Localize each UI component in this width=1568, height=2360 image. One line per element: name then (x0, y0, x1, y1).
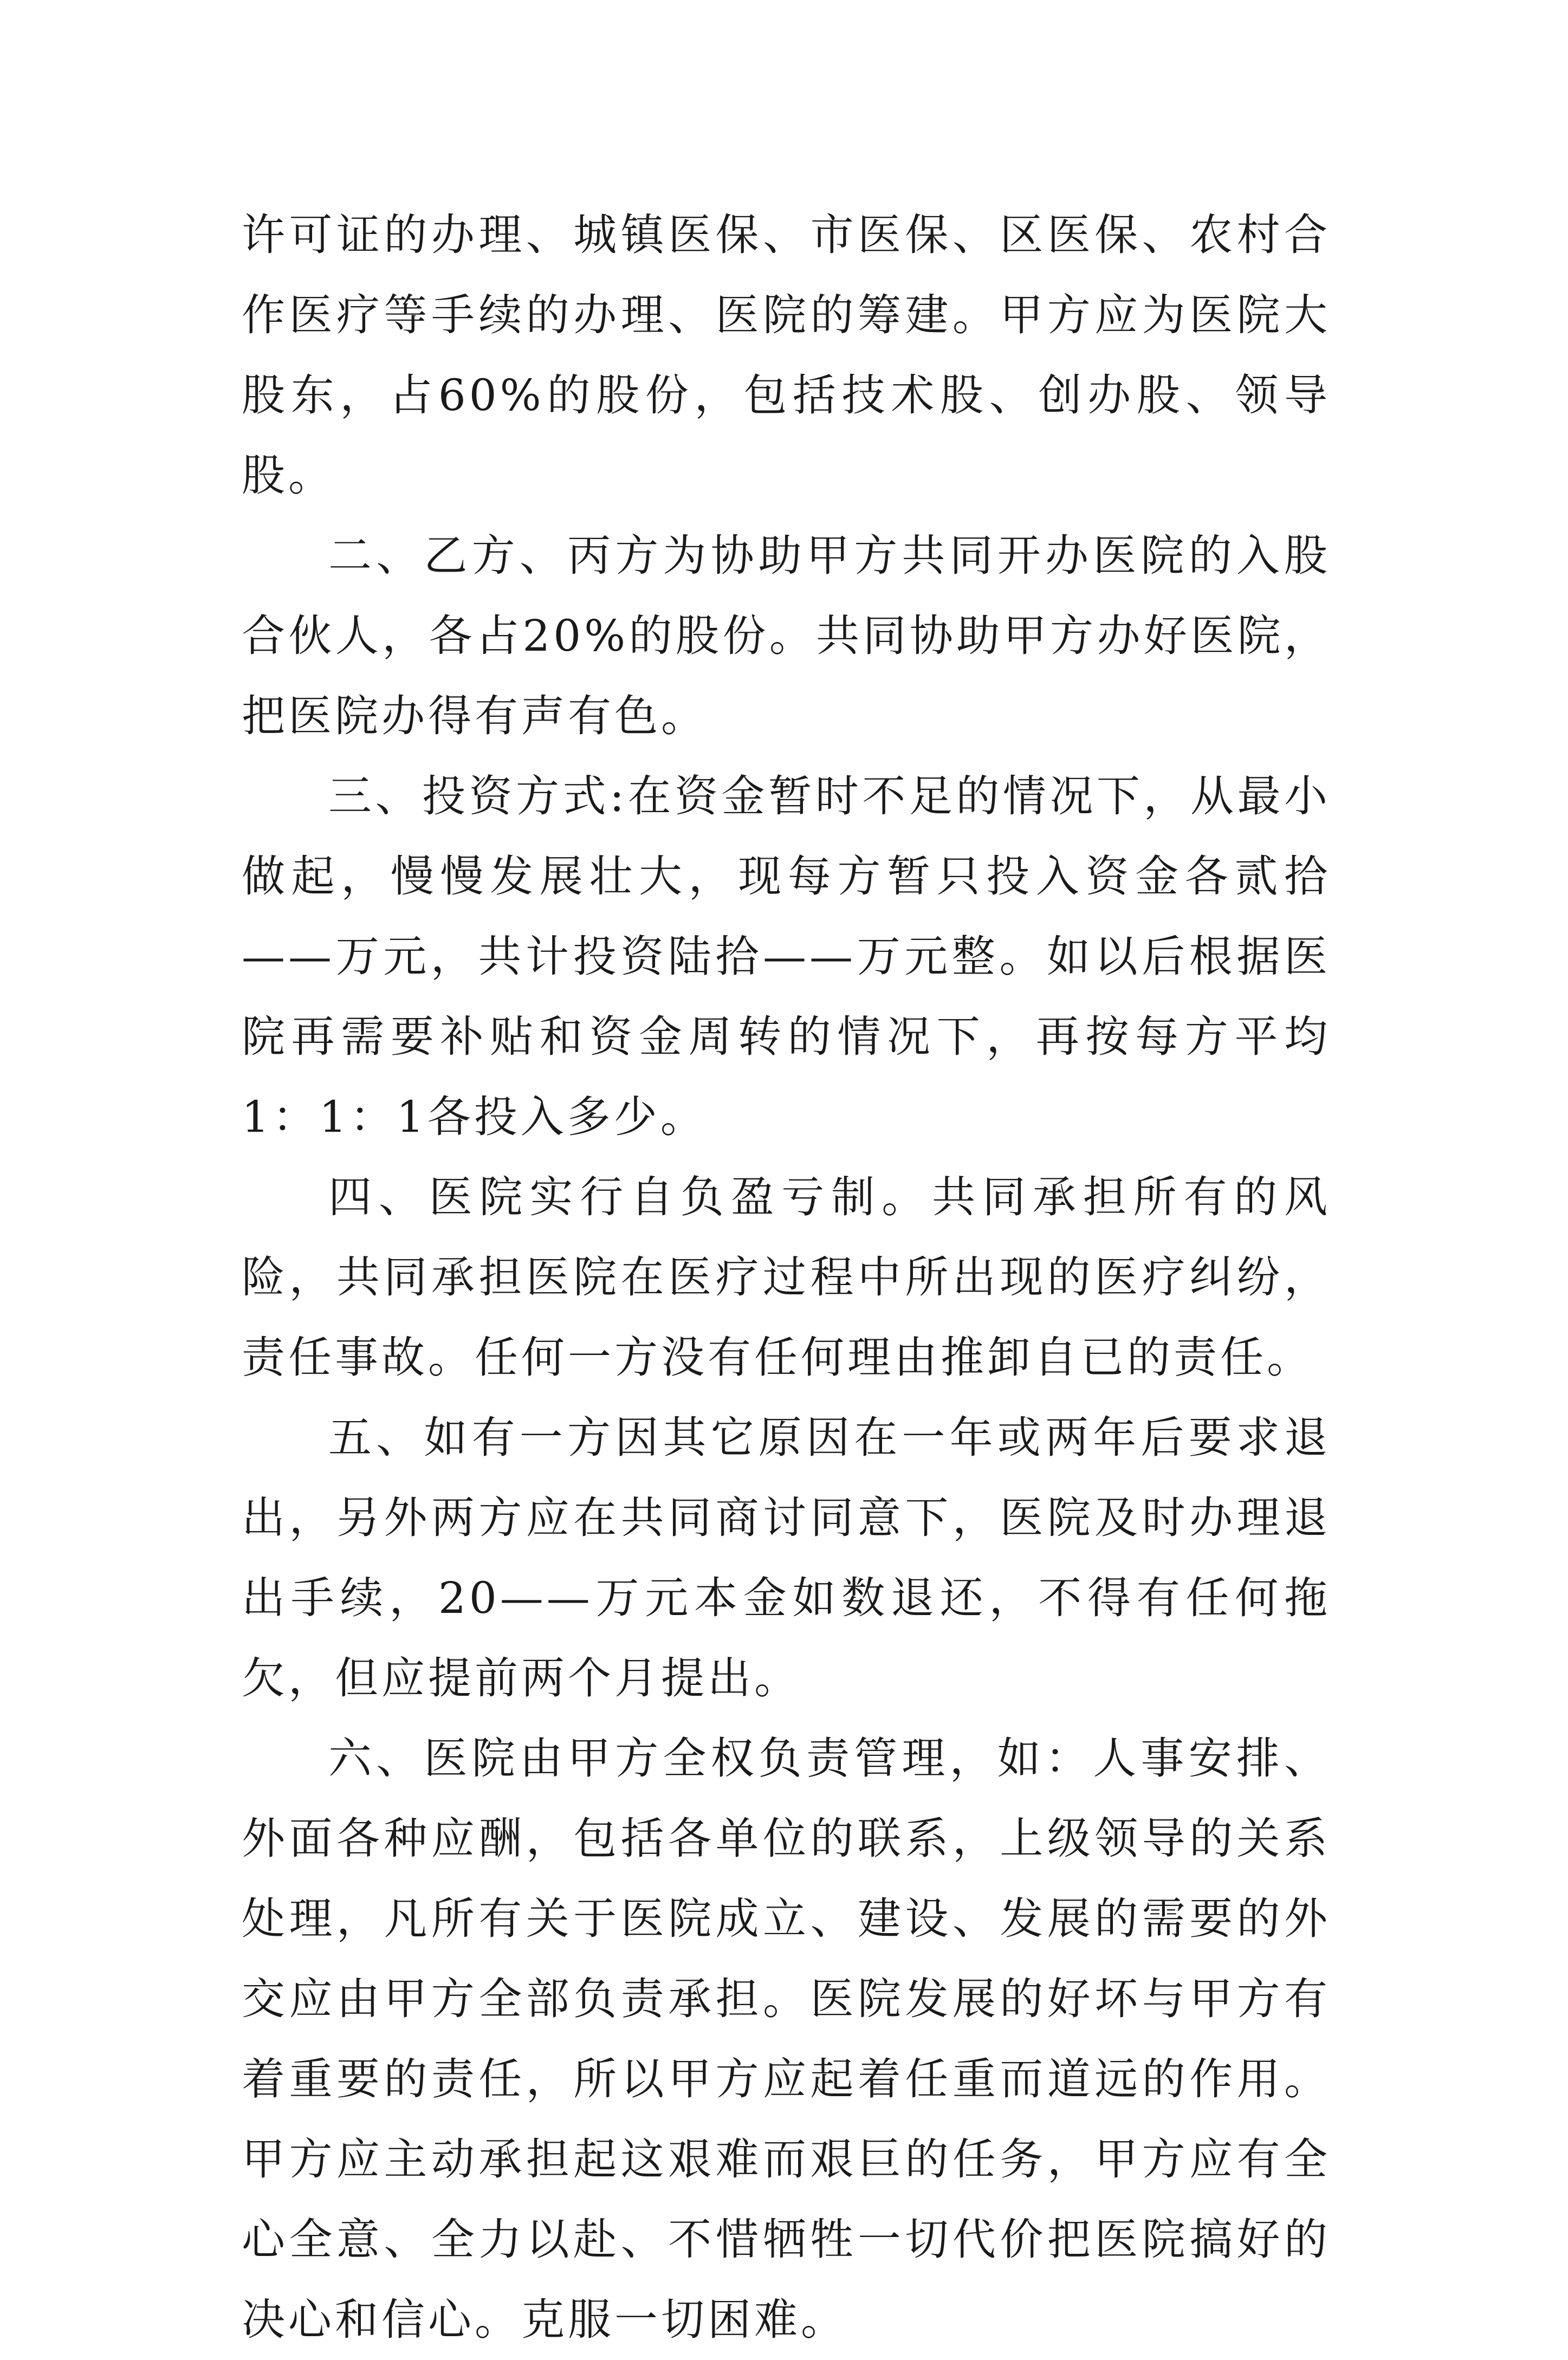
paragraph-clause-3: 三、投资方式:在资金暂时不足的情况下，从最小做起，慢慢发展壮大，现每方暂只投入资金各贰拾——万元，共计投资陆拾——万元整。如以后根据医院再需要补贴和资金周转的情况下，再按每方平均1：1：1各投入多少。 (242, 771, 1331, 1142)
paragraph-clause-5: 五、如有一方因其它原因在一年或两年后要求退出，另外两方应在共同商讨同意下，医院及时办理退出手续，20——万元本金如数退还，不得有任何拖欠，但应提前两个月提出。 (242, 1412, 1331, 1703)
document-body (242, 195, 1331, 2360)
paragraph-continuation: 许可证的办理、城镇医保、市医保、区医保、农村合作医疗等手续的办理、医院的筹建。甲方应为医院大股东，占60%的股份，包括技术股、创办股、领导股。 (242, 210, 1331, 501)
paragraph-clause-6: 六、医院由甲方全权负责管理，如：人事安排、外面各种应酬，包括各单位的联系，上级领导的关系处理，凡所有关于医院成立、建设、发展的需要的外交应由甲方全部负责承担。医院发展的好坏与甲方有着重要的责任，所以甲方应起着任重而道远的作用。甲方应主动承担起这艰难而艰巨的任务，甲方应有全心全意、全力以赴、不惜牺牲一切代价把医院搞好的决心和信心。克服一切困难。 (242, 1733, 1331, 2345)
paragraph-clause-2: 二、乙方、丙方为协助甲方共同开办医院的入股合伙人，各占20%的股份。共同协助甲方办好医院，把医院办得有声有色。 (242, 530, 1331, 741)
paragraph-clause-4: 四、医院实行自负盈亏制。共同承担所有的风险，共同承担医院在医疗过程中所出现的医疗纠纷，责任事故。任何一方没有任何理由推卸自已的责任。 (242, 1172, 1331, 1383)
